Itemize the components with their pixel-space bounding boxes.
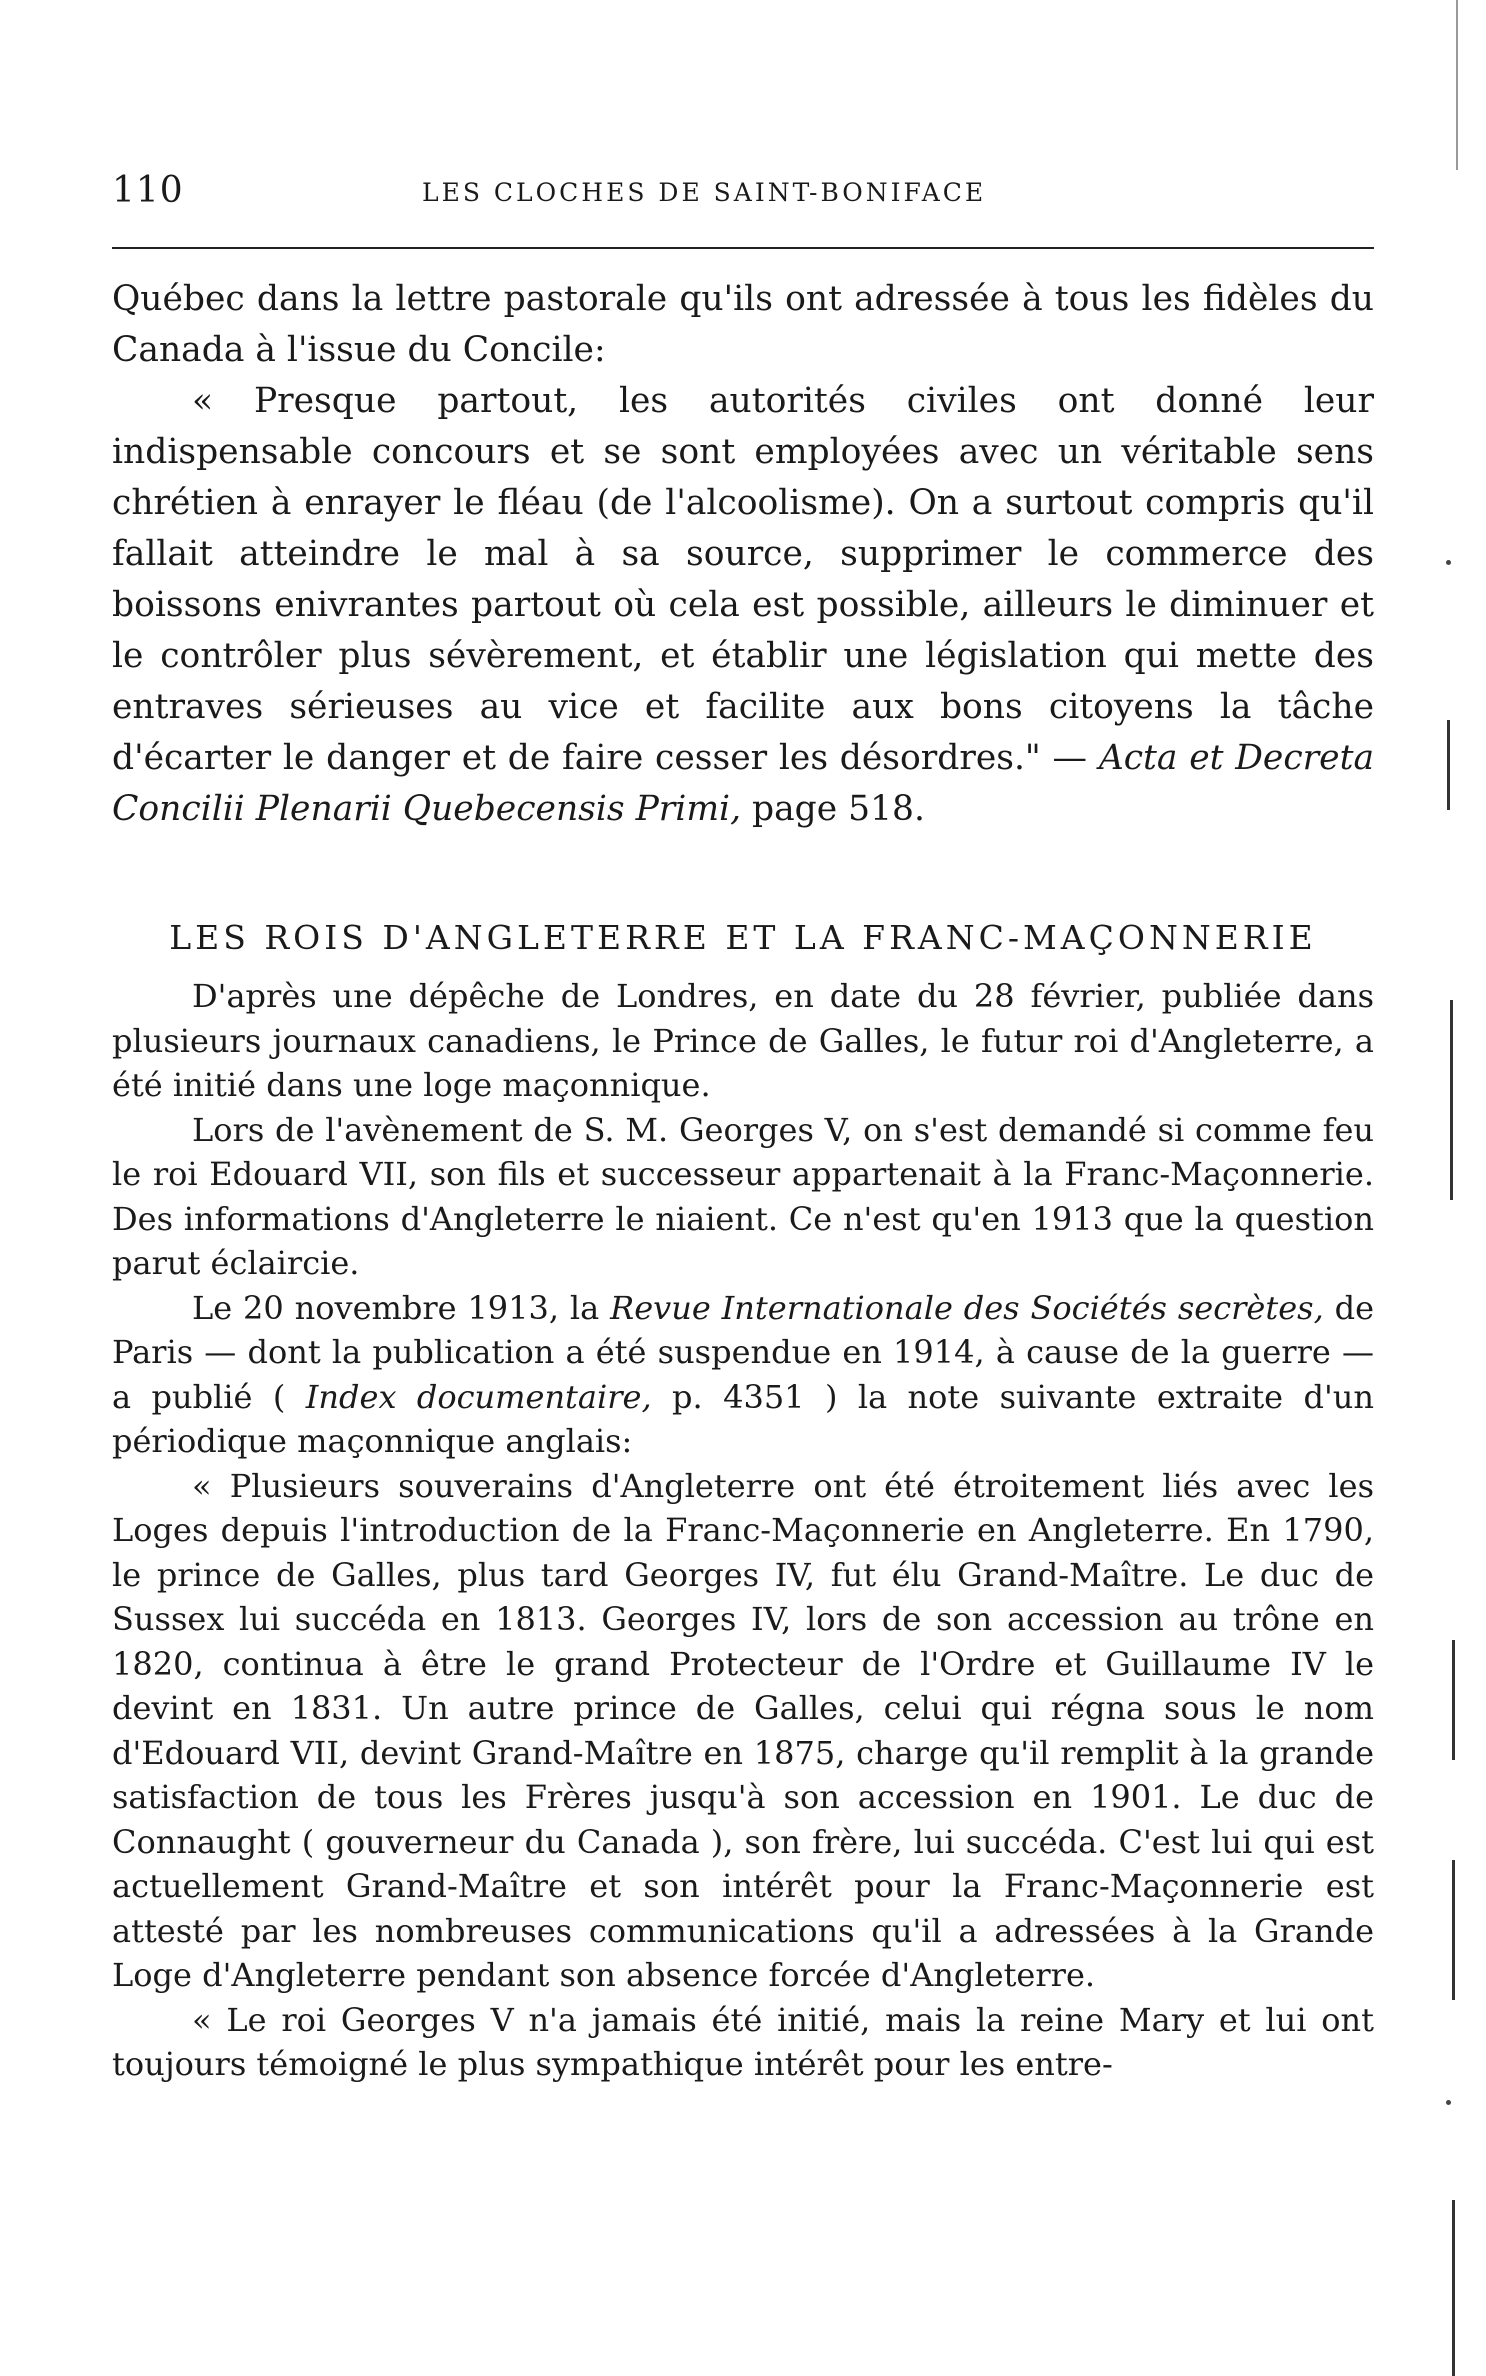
paragraph-3: [112, 1286, 1374, 1464]
paragraph-3-end: p. 4351 ) la note suivante extraite d'un périodique maçonnique anglais:: [112, 1377, 1375, 1460]
paragraph-3-mid: de Paris — dont la publication a été suspendue en 1914, à cause de la guerre — a publié (: [112, 1288, 1375, 1416]
margin-scan-mark: [1452, 1860, 1455, 2000]
revue-title: Revue Internationale des Sociétés secrètes,: [610, 1288, 1324, 1327]
quote-text: « Presque partout, les autorités civiles ont donné leur indispensable concours et se sont employées avec un véritable sens chrétien à enrayer le fléau (de l'alcoolisme). On a surtout compris qu'il fallait atteindre le mal à sa source, supprimer le commerce des boissons enivrantes partout où cela est possible, ailleurs le diminuer et le contrôler plus sévèrement, et établir une législation qui mette des entraves sérieuses au vice et facilite aux bons citoyens la tâche d'écarter le danger et de faire cesser les désordres." —: [112, 381, 1374, 778]
intro-line: Québec dans la lettre pastorale qu'ils ont adressée à tous les fidèles du Canada à l'issue du Concile:: [112, 279, 1374, 370]
pastoral-letter-excerpt: [112, 274, 1374, 835]
quote-page: page 518.: [752, 789, 925, 829]
margin-scan-dot: [1446, 560, 1451, 565]
margin-scan-mark: [1452, 2200, 1455, 2376]
paragraph-4: « Plusieurs souverains d'Angleterre ont été étroitement liés avec les Loges depuis l'introduction de la Franc-Maçonnerie en Angleterre. En 1790, le prince de Galles, plus tard Georges IV, fut élu Grand-Maître. Le duc de Sussex lui succéda en 1813. Georges IV, lors de son accession au trône en 1820, continua à être le grand Protecteur de l'Ordre et Guillaume IV le devint en 1831. Un autre prince de Galles, celui qui régna sous le nom d'Edouard VII, devint Grand-Maître en 1875, charge qu'il remplit à la grande satisfaction de tous les Frères jusqu'à son accession en 1901. Le duc de Connaught ( gouverneur du Canada ), son frère, lui succéda. C'est lui qui est actuellement Grand-Maître et son intérêt pour la Franc-Maçonnerie est attesté par les nombreuses communications qu'il a adressées à la Grande Loge d'Angleterre pendant son absence forcée d'Angleterre.: [112, 1466, 1374, 1994]
margin-scan-mark: [1450, 1000, 1453, 1200]
quote-citation: Acta et Decreta Concilii Plenarii Quebecensis Primi,: [112, 738, 1375, 829]
pastoral-quote: [112, 376, 1374, 835]
index-title: Index documentaire,: [305, 1377, 652, 1416]
margin-scan-mark: [1447, 720, 1450, 810]
page-header: [112, 170, 1374, 230]
margin-scan-dot: [1446, 2100, 1451, 2105]
page-number: 110: [112, 170, 184, 211]
section-heading: LES ROIS D'ANGLETERRE ET LA FRANC-MAÇONNERIE: [169, 918, 1317, 957]
running-title: LES CLOCHES DE SAINT-BONIFACE: [422, 178, 987, 207]
paragraph-2: Lors de l'avènement de S. M. Georges V, on s'est demandé si comme feu le roi Edouard VII, son fils et successeur appartenait à la Franc-Maçonnerie. Des informations d'Angleterre le niaient. Ce n'est qu'en 1913 que la question parut éclaircie.: [112, 1110, 1374, 1282]
header-rule: [112, 247, 1374, 249]
margin-scan-mark: [1456, 0, 1458, 170]
margin-scan-mark: [1452, 1640, 1455, 1760]
paragraph-1: D'après une dépêche de Londres, en date du 28 février, publiée dans plusieurs journaux canadiens, le Prince de Galles, le futur roi d'Angleterre, a été initié dans une loge maçonnique.: [112, 977, 1374, 1104]
paragraph-3-start: Le 20 novembre 1913, la: [192, 1288, 600, 1327]
paragraph-5: « Le roi Georges V n'a jamais été initié, mais la reine Mary et lui ont toujours témoigné le plus sympathique intérêt pour les entre-: [112, 2000, 1374, 2083]
section-body: [112, 974, 1374, 2087]
